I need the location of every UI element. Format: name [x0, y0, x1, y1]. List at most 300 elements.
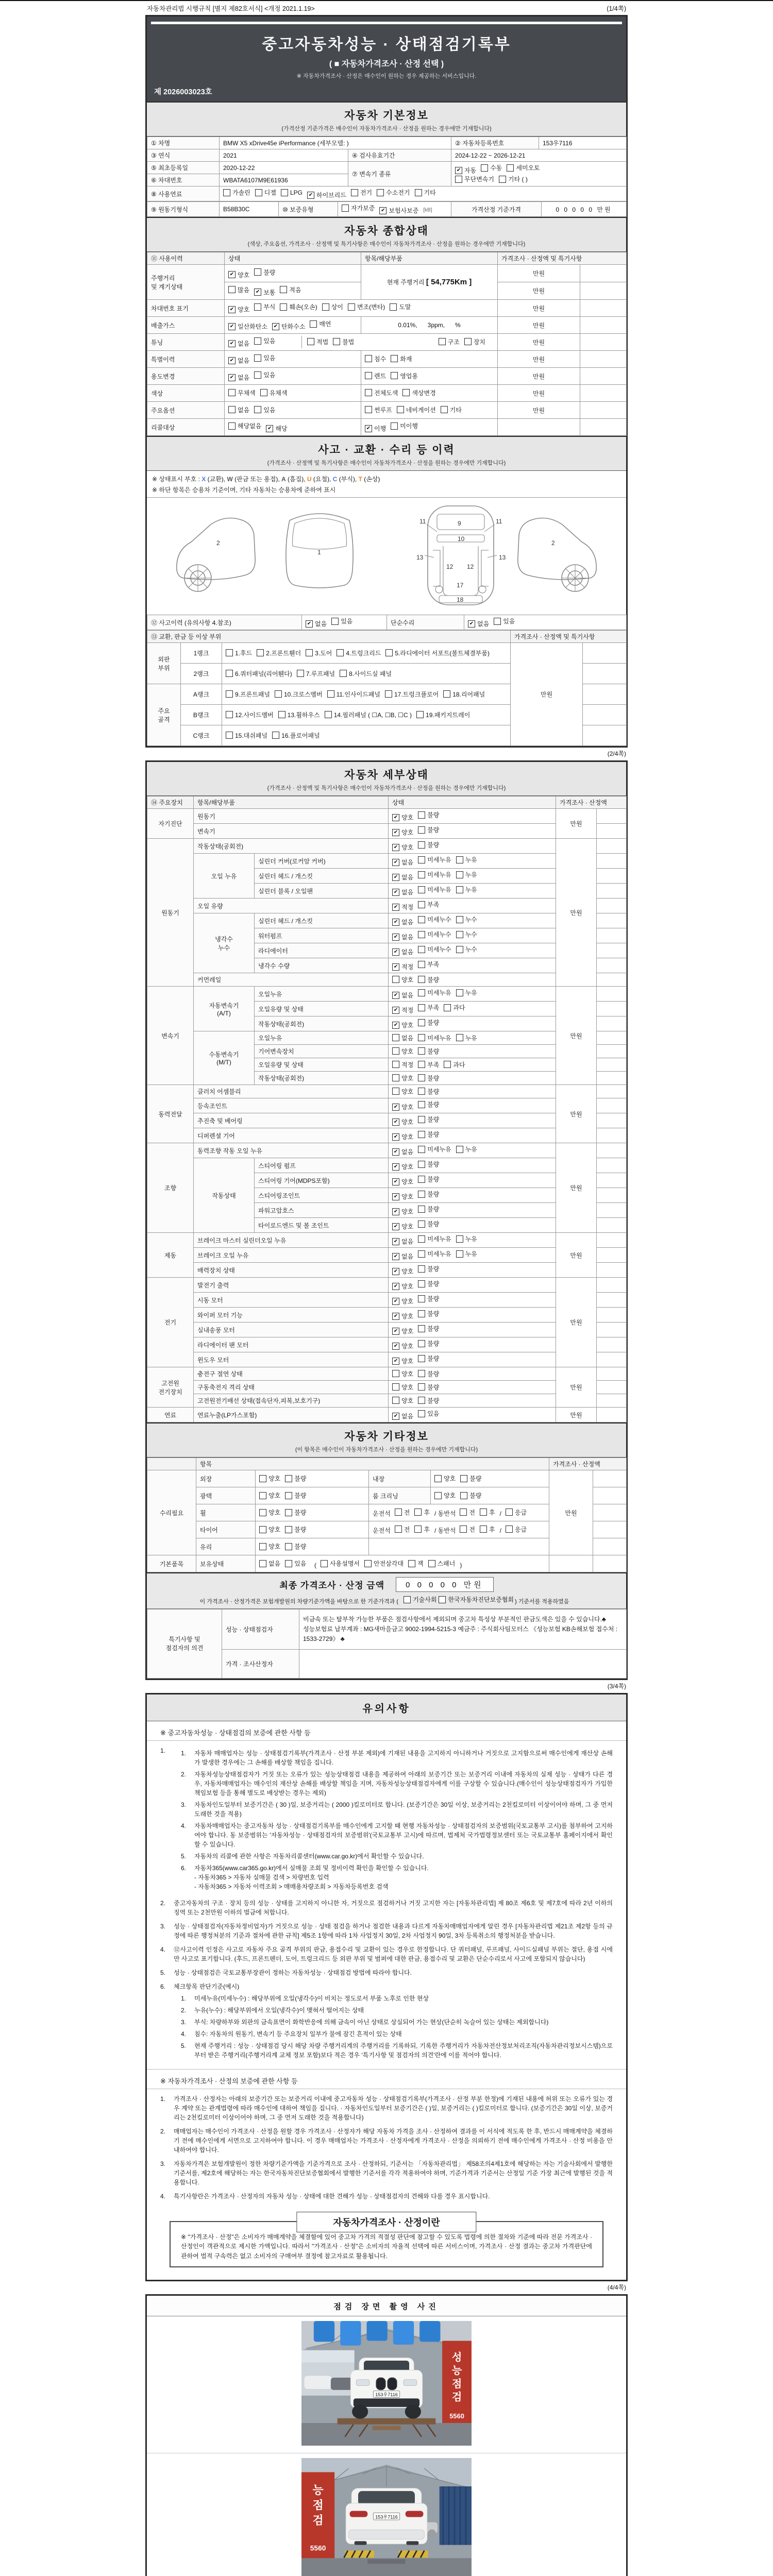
checkbox[interactable] — [259, 1560, 266, 1567]
checkbox[interactable] — [418, 1410, 425, 1417]
checkbox[interactable]: ✔ — [392, 1253, 399, 1260]
checkbox[interactable] — [275, 690, 282, 698]
checkbox-option[interactable] — [254, 353, 275, 362]
checkbox-option[interactable] — [392, 1047, 413, 1056]
checkbox-option[interactable] — [254, 268, 275, 277]
checkbox[interactable] — [418, 1340, 425, 1347]
checkbox-option[interactable] — [266, 424, 287, 433]
checkbox-option[interactable] — [418, 1190, 439, 1198]
checkbox-option[interactable] — [418, 1264, 439, 1273]
checkbox-option[interactable] — [418, 1205, 439, 1213]
checkbox-option[interactable] — [392, 975, 413, 984]
checkbox-option[interactable] — [418, 1354, 439, 1363]
checkbox-option[interactable] — [392, 1117, 413, 1126]
checkbox[interactable] — [391, 355, 398, 362]
checkbox[interactable] — [418, 1265, 425, 1273]
checkbox[interactable] — [402, 389, 410, 396]
checkbox[interactable] — [456, 1146, 463, 1153]
checkbox-option[interactable] — [418, 1339, 439, 1348]
checkbox-option[interactable] — [280, 302, 317, 311]
checkbox[interactable] — [494, 618, 501, 625]
checkbox-option[interactable] — [228, 356, 249, 365]
checkbox[interactable]: ✔ — [392, 844, 399, 851]
checkbox-option[interactable] — [392, 1357, 413, 1365]
checkbox-option[interactable] — [365, 354, 386, 363]
checkbox-option[interactable] — [439, 1595, 514, 1604]
checkbox[interactable]: ✔ — [392, 874, 399, 881]
checkbox-option[interactable] — [418, 885, 451, 894]
checkbox[interactable] — [365, 389, 372, 396]
checkbox[interactable]: ✔ — [392, 1298, 399, 1305]
checkbox[interactable] — [392, 976, 399, 983]
checkbox-option[interactable] — [418, 1033, 451, 1042]
checkbox[interactable] — [418, 961, 425, 968]
checkbox[interactable]: ✔ — [392, 1178, 399, 1185]
checkbox[interactable] — [444, 1004, 451, 1011]
checkbox[interactable]: ✔ — [307, 192, 314, 199]
checkbox-option[interactable] — [254, 302, 275, 311]
checkbox[interactable]: ✔ — [392, 934, 399, 941]
checkbox[interactable] — [418, 1397, 425, 1404]
checkbox[interactable] — [418, 1116, 425, 1123]
checkbox[interactable] — [456, 1034, 463, 1041]
checkbox[interactable] — [416, 711, 424, 718]
checkbox-option[interactable] — [392, 1369, 413, 1378]
checkbox-option[interactable] — [418, 1409, 439, 1418]
checkbox[interactable] — [321, 1560, 328, 1567]
checkbox-option[interactable] — [259, 1491, 280, 1500]
checkbox[interactable] — [506, 1526, 513, 1533]
checkbox-option[interactable] — [480, 1525, 495, 1534]
checkbox-option[interactable] — [377, 188, 410, 197]
checkbox-option[interactable] — [364, 1559, 404, 1568]
checkbox[interactable] — [418, 1047, 425, 1055]
checkbox[interactable] — [418, 811, 425, 819]
checkbox[interactable]: ✔ — [392, 992, 399, 999]
checkbox[interactable]: ✔ — [272, 323, 279, 330]
checkbox-option[interactable] — [337, 649, 381, 657]
checkbox[interactable] — [418, 1161, 425, 1168]
checkbox-option[interactable] — [385, 690, 439, 699]
checkbox-option[interactable] — [228, 388, 256, 397]
checkbox-option[interactable] — [444, 1060, 465, 1069]
checkbox[interactable] — [331, 618, 339, 625]
checkbox-option[interactable] — [507, 163, 540, 172]
checkbox-option[interactable] — [272, 322, 305, 331]
checkbox[interactable]: ✔ — [392, 889, 399, 896]
checkbox[interactable] — [280, 303, 287, 311]
checkbox[interactable] — [395, 1509, 402, 1516]
checkbox-option[interactable] — [226, 690, 270, 699]
checkbox[interactable]: ✔ — [392, 1148, 399, 1156]
checkbox[interactable]: ✔ — [392, 1283, 399, 1290]
checkbox-option[interactable] — [254, 288, 275, 297]
checkbox[interactable] — [322, 303, 329, 311]
checkbox-option[interactable] — [414, 1508, 430, 1517]
checkbox-option[interactable] — [468, 619, 489, 628]
checkbox-option[interactable] — [443, 690, 485, 699]
checkbox-option[interactable] — [418, 1219, 439, 1228]
checkbox[interactable] — [418, 1280, 425, 1287]
checkbox[interactable] — [228, 389, 236, 396]
checkbox-option[interactable] — [280, 285, 301, 294]
checkbox[interactable]: ✔ — [392, 904, 399, 911]
checkbox[interactable] — [392, 1383, 399, 1391]
checkbox-option[interactable] — [392, 1074, 413, 1082]
checkbox[interactable]: ✔ — [392, 1193, 399, 1200]
checkbox[interactable] — [306, 649, 313, 656]
checkbox[interactable] — [226, 711, 233, 718]
checkbox[interactable] — [285, 1475, 292, 1482]
checkbox[interactable] — [307, 338, 314, 345]
checkbox[interactable] — [391, 422, 398, 430]
checkbox[interactable]: ✔ — [392, 814, 399, 821]
checkbox[interactable] — [418, 1295, 425, 1302]
checkbox-option[interactable] — [281, 189, 303, 196]
checkbox[interactable] — [456, 916, 463, 923]
checkbox-option[interactable] — [494, 617, 515, 625]
checkbox-option[interactable] — [255, 188, 276, 197]
checkbox[interactable] — [285, 1526, 292, 1533]
checkbox[interactable] — [444, 1061, 451, 1068]
checkbox-option[interactable] — [418, 810, 439, 819]
checkbox-option[interactable] — [456, 1234, 477, 1243]
checkbox[interactable] — [259, 1543, 266, 1550]
checkbox[interactable]: ✔ — [392, 1328, 399, 1335]
checkbox-option[interactable] — [392, 1207, 413, 1216]
checkbox[interactable] — [365, 355, 372, 362]
checkbox-option[interactable] — [506, 1508, 527, 1517]
checkbox[interactable] — [342, 205, 349, 212]
checkbox-option[interactable] — [456, 1145, 477, 1154]
checkbox-option[interactable] — [297, 669, 335, 678]
checkbox-option[interactable] — [456, 870, 477, 879]
checkbox-option[interactable] — [418, 1234, 451, 1243]
checkbox-option[interactable] — [348, 302, 385, 311]
checkbox-option[interactable] — [392, 903, 413, 911]
checkbox[interactable] — [280, 286, 287, 293]
checkbox-option[interactable] — [460, 1525, 475, 1534]
checkbox-option[interactable] — [278, 710, 320, 719]
checkbox-option[interactable] — [392, 1021, 413, 1029]
checkbox[interactable]: ✔ — [228, 357, 236, 364]
checkbox-option[interactable] — [392, 918, 413, 926]
checkbox-option[interactable] — [392, 1087, 413, 1096]
checkbox-option[interactable] — [392, 1396, 413, 1405]
checkbox-option[interactable] — [254, 370, 275, 379]
checkbox[interactable] — [414, 1526, 422, 1533]
checkbox-option[interactable] — [365, 388, 398, 397]
checkbox-option[interactable] — [506, 1525, 527, 1534]
checkbox[interactable] — [408, 1560, 415, 1567]
checkbox[interactable] — [414, 1509, 422, 1516]
checkbox-option[interactable] — [392, 1192, 413, 1201]
checkbox[interactable]: ✔ — [392, 1208, 399, 1215]
checkbox[interactable] — [456, 989, 463, 996]
checkbox-option[interactable] — [418, 855, 451, 864]
checkbox-option[interactable] — [456, 1249, 477, 1258]
checkbox[interactable]: ✔ — [379, 207, 386, 214]
checkbox-option[interactable] — [307, 337, 328, 346]
checkbox-option[interactable] — [307, 191, 346, 199]
checkbox[interactable] — [418, 1383, 425, 1391]
checkbox[interactable]: ✔ — [392, 1022, 399, 1029]
checkbox[interactable] — [428, 1560, 435, 1567]
checkbox-option[interactable] — [418, 870, 451, 879]
checkbox-option[interactable] — [418, 1115, 439, 1124]
checkbox-option[interactable] — [464, 337, 485, 346]
checkbox-option[interactable] — [228, 373, 249, 382]
checkbox[interactable] — [254, 268, 261, 276]
checkbox-option[interactable] — [226, 731, 267, 740]
checkbox-option[interactable] — [257, 649, 301, 657]
checkbox[interactable] — [418, 1061, 425, 1068]
checkbox-option[interactable] — [223, 188, 250, 197]
checkbox-option[interactable] — [310, 319, 331, 328]
checkbox[interactable] — [418, 946, 425, 953]
checkbox[interactable] — [418, 1146, 425, 1153]
checkbox[interactable] — [333, 338, 340, 345]
checkbox[interactable] — [480, 1509, 487, 1516]
checkbox-option[interactable] — [228, 305, 249, 314]
checkbox[interactable]: ✔ — [266, 425, 273, 432]
checkbox[interactable] — [228, 406, 236, 413]
checkbox[interactable]: ✔ — [228, 340, 236, 347]
checkbox[interactable] — [285, 1560, 292, 1567]
checkbox[interactable] — [392, 1088, 399, 1095]
checkbox-option[interactable] — [418, 945, 451, 954]
checkbox-option[interactable] — [392, 813, 413, 822]
checkbox-option[interactable] — [333, 337, 354, 346]
checkbox-option[interactable] — [418, 1047, 439, 1056]
checkbox[interactable]: ✔ — [392, 1007, 399, 1014]
checkbox[interactable] — [325, 711, 332, 718]
checkbox[interactable] — [456, 856, 463, 863]
checkbox-option[interactable] — [285, 1508, 306, 1517]
checkbox-option[interactable] — [414, 1525, 430, 1534]
checkbox[interactable] — [285, 1492, 292, 1499]
checkbox-option[interactable] — [418, 1396, 439, 1405]
checkbox[interactable] — [418, 826, 425, 834]
checkbox-option[interactable] — [391, 421, 418, 430]
checkbox[interactable]: ✔ — [468, 620, 475, 628]
checkbox[interactable] — [507, 164, 514, 172]
checkbox[interactable] — [310, 320, 317, 328]
checkbox[interactable] — [226, 649, 233, 656]
checkbox[interactable] — [340, 670, 347, 677]
checkbox[interactable]: ✔ — [392, 963, 399, 971]
checkbox-option[interactable] — [441, 405, 462, 414]
checkbox-option[interactable] — [392, 1103, 413, 1111]
checkbox-option[interactable] — [397, 405, 436, 414]
checkbox-option[interactable] — [392, 1327, 413, 1335]
checkbox-option[interactable] — [456, 930, 477, 939]
checkbox-option[interactable] — [392, 1312, 413, 1320]
checkbox[interactable] — [418, 931, 425, 938]
checkbox[interactable] — [418, 1034, 425, 1041]
checkbox[interactable] — [443, 690, 450, 698]
checkbox[interactable]: ✔ — [228, 374, 236, 381]
checkbox-option[interactable] — [392, 888, 413, 896]
checkbox[interactable] — [392, 1370, 399, 1377]
checkbox[interactable] — [272, 732, 279, 739]
checkbox[interactable]: ✔ — [306, 620, 313, 628]
checkbox[interactable] — [439, 1596, 446, 1603]
checkbox-option[interactable] — [392, 1237, 413, 1246]
checkbox-option[interactable] — [351, 188, 372, 197]
checkbox-option[interactable] — [285, 1491, 306, 1500]
checkbox-option[interactable] — [321, 1559, 360, 1568]
checkbox[interactable] — [439, 338, 446, 345]
checkbox-option[interactable] — [392, 1222, 413, 1231]
checkbox[interactable]: ✔ — [455, 167, 462, 174]
checkbox-option[interactable] — [259, 1559, 280, 1568]
checkbox[interactable] — [228, 422, 236, 430]
checkbox[interactable] — [418, 1131, 425, 1138]
checkbox-option[interactable] — [306, 619, 327, 628]
checkbox[interactable]: ✔ — [392, 948, 399, 956]
checkbox-option[interactable] — [392, 1297, 413, 1306]
checkbox[interactable]: ✔ — [392, 1413, 399, 1420]
checkbox-option[interactable] — [331, 617, 352, 625]
checkbox[interactable] — [418, 841, 425, 849]
checkbox[interactable] — [418, 1355, 425, 1362]
checkbox[interactable] — [337, 649, 344, 656]
checkbox-option[interactable] — [395, 1525, 410, 1534]
checkbox-option[interactable] — [254, 336, 275, 345]
checkbox-option[interactable] — [285, 1525, 306, 1534]
checkbox[interactable] — [223, 189, 230, 196]
checkbox[interactable] — [418, 856, 425, 863]
checkbox[interactable] — [297, 670, 304, 677]
checkbox-option[interactable] — [415, 188, 436, 197]
checkbox-option[interactable] — [456, 915, 477, 924]
checkbox-option[interactable] — [325, 710, 412, 719]
checkbox[interactable] — [254, 406, 261, 413]
checkbox[interactable] — [377, 189, 384, 196]
checkbox-option[interactable] — [434, 1491, 456, 1500]
checkbox[interactable] — [285, 1543, 292, 1550]
checkbox[interactable] — [418, 989, 425, 996]
checkbox-option[interactable] — [456, 855, 477, 864]
checkbox-option[interactable] — [434, 1474, 456, 1483]
checkbox[interactable]: ✔ — [392, 1238, 399, 1245]
checkbox[interactable] — [481, 164, 488, 172]
checkbox[interactable] — [385, 649, 393, 656]
checkbox[interactable]: ✔ — [392, 1163, 399, 1171]
checkbox[interactable] — [392, 1061, 399, 1068]
checkbox[interactable] — [404, 1596, 411, 1603]
checkbox[interactable] — [441, 406, 448, 413]
checkbox-option[interactable] — [392, 1342, 413, 1350]
checkbox-option[interactable] — [418, 930, 451, 939]
checkbox[interactable] — [464, 338, 472, 345]
checkbox[interactable] — [397, 406, 404, 413]
checkbox-option[interactable] — [260, 388, 288, 397]
checkbox[interactable] — [418, 1176, 425, 1183]
checkbox-option[interactable] — [379, 206, 418, 215]
checkbox-option[interactable] — [392, 1132, 413, 1141]
checkbox[interactable] — [259, 1509, 266, 1516]
checkbox[interactable] — [348, 303, 355, 311]
checkbox[interactable] — [254, 303, 261, 311]
checkbox-option[interactable] — [418, 1018, 439, 1027]
checkbox-option[interactable] — [272, 731, 320, 740]
checkbox[interactable] — [255, 189, 262, 196]
checkbox-option[interactable] — [418, 1087, 439, 1096]
checkbox-option[interactable] — [365, 405, 392, 414]
checkbox-option[interactable] — [392, 858, 413, 867]
checkbox[interactable] — [418, 1004, 425, 1011]
checkbox-option[interactable] — [439, 337, 460, 346]
checkbox[interactable] — [259, 1492, 266, 1499]
checkbox-option[interactable] — [228, 285, 249, 294]
checkbox[interactable] — [456, 886, 463, 893]
checkbox-option[interactable] — [460, 1491, 481, 1500]
checkbox-option[interactable] — [392, 1267, 413, 1276]
checkbox[interactable]: ✔ — [392, 1343, 399, 1350]
checkbox-option[interactable] — [228, 339, 249, 348]
checkbox-option[interactable] — [418, 900, 439, 909]
checkbox-option[interactable] — [392, 1033, 413, 1042]
checkbox-option[interactable] — [327, 690, 380, 699]
checkbox-option[interactable] — [456, 1033, 477, 1042]
checkbox-option[interactable] — [418, 1074, 439, 1082]
checkbox[interactable] — [254, 354, 261, 362]
checkbox-option[interactable] — [402, 388, 435, 397]
checkbox-option[interactable] — [418, 1294, 439, 1303]
checkbox-option[interactable] — [228, 270, 249, 279]
checkbox[interactable] — [259, 1475, 266, 1482]
checkbox-option[interactable] — [392, 962, 413, 971]
checkbox-option[interactable] — [275, 690, 323, 699]
checkbox-option[interactable] — [418, 1249, 451, 1258]
checkbox-option[interactable] — [259, 1525, 280, 1534]
checkbox[interactable] — [460, 1526, 467, 1533]
checkbox[interactable]: ✔ — [254, 289, 261, 296]
checkbox[interactable] — [226, 690, 233, 698]
checkbox[interactable] — [456, 871, 463, 878]
checkbox[interactable]: ✔ — [392, 1118, 399, 1126]
checkbox[interactable] — [480, 1526, 487, 1533]
checkbox-option[interactable] — [392, 991, 413, 999]
checkbox[interactable] — [392, 1397, 399, 1404]
checkbox-option[interactable] — [392, 1006, 413, 1014]
checkbox[interactable] — [460, 1492, 467, 1499]
checkbox-option[interactable] — [456, 885, 477, 894]
checkbox[interactable] — [254, 371, 261, 379]
checkbox[interactable] — [418, 1206, 425, 1213]
checkbox[interactable] — [392, 1074, 399, 1081]
checkbox[interactable] — [281, 189, 288, 196]
checkbox-option[interactable] — [460, 1474, 481, 1483]
checkbox-option[interactable] — [392, 1177, 413, 1186]
checkbox[interactable] — [418, 1235, 425, 1243]
checkbox-option[interactable] — [418, 1160, 439, 1168]
checkbox[interactable] — [257, 649, 264, 656]
checkbox-option[interactable] — [385, 649, 490, 657]
checkbox-option[interactable] — [418, 840, 439, 849]
checkbox-option[interactable] — [228, 405, 249, 414]
checkbox-option[interactable] — [418, 1003, 439, 1012]
checkbox-option[interactable] — [285, 1559, 306, 1568]
checkbox-option[interactable] — [418, 1130, 439, 1139]
checkbox-option[interactable] — [322, 302, 343, 311]
checkbox-option[interactable] — [418, 825, 439, 834]
checkbox-option[interactable] — [342, 204, 375, 212]
checkbox-option[interactable] — [391, 354, 412, 363]
checkbox[interactable] — [506, 1509, 513, 1516]
